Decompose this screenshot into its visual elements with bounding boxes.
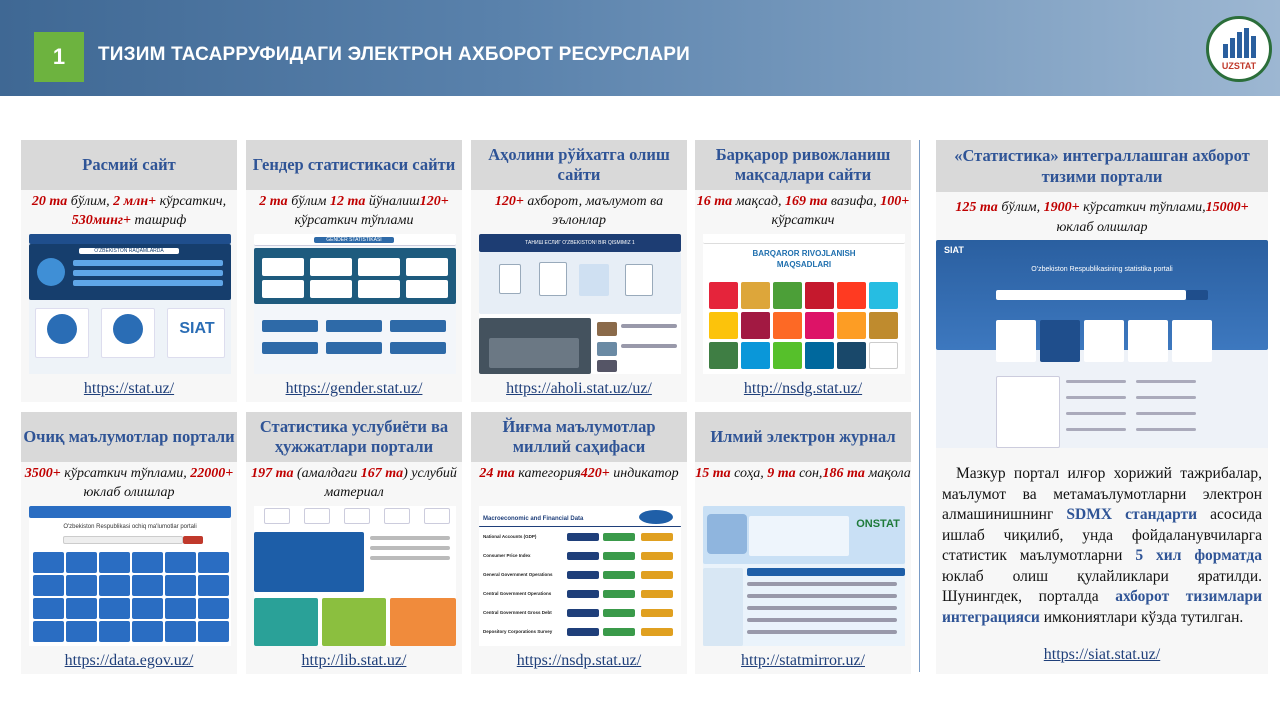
- site-screenshot[interactable]: [703, 506, 905, 646]
- dataset-tile: [33, 552, 64, 573]
- card-title: Барқарор ривожланиш мақсадлари сайти: [695, 140, 911, 190]
- sdg-tile: [773, 282, 802, 309]
- dataset-tile: [132, 575, 163, 596]
- data-row-label: National Accounts (GDP): [483, 534, 537, 539]
- site-link[interactable]: https://siat.stat.uz/: [1043, 646, 1161, 663]
- dataset-tile: [165, 552, 196, 573]
- dataset-tile: [165, 575, 196, 596]
- card-desc: 197 та (амалдаги 167 та) услубий материал: [251, 466, 457, 500]
- sdg-tile: [709, 312, 738, 339]
- dataset-tile: [99, 598, 130, 619]
- highlight-number: 15000+: [1205, 200, 1249, 215]
- highlight-number: 1900+: [1043, 200, 1080, 215]
- dataset-tile: [99, 552, 130, 573]
- card-title: «Статистика» интеграллашган ахборот тизими портали: [936, 140, 1268, 192]
- dataset-tile: [66, 598, 97, 619]
- dataset-tile: [198, 621, 229, 642]
- siat-description: Мазкур портал илғор хорижий тажрибалар, маълумот ва метамаълумотларни электрон алмашинишнинг SDMX стандарти асосида ишлаб чиқилиб, унда фойдаланувчиларга статистик маълумотларни 5 хил форматда юклаб олиш қулайликлари яратилди. Шунингдек, порталда ахборот тизимлари интеграцияси имкониятлари кўзда тутилган.: [942, 465, 1262, 626]
- highlight-number: 22000+: [190, 466, 234, 481]
- slide-header: [0, 0, 1280, 96]
- format-button[interactable]: [567, 590, 599, 598]
- screen-header: O'zbekiston Respublikasi ochiq ma'lumotlar portali: [63, 524, 197, 530]
- card-title: Статистика услубиёти ва ҳужжатлари портали: [246, 412, 462, 462]
- highlight-term: ахборот тизимлари интеграцияси: [942, 588, 1262, 626]
- format-button[interactable]: [641, 609, 673, 617]
- site-link[interactable]: http://statmirror.uz/: [741, 652, 865, 669]
- logo-text: UZSTAT: [1221, 60, 1257, 71]
- sdg-tile: [837, 312, 866, 339]
- card-census-site: [471, 140, 687, 402]
- site-link[interactable]: https://gender.stat.uz/: [285, 380, 423, 397]
- card-title: Аҳолини рўйхатга олиш сайти: [471, 140, 687, 190]
- sdg-tile: [773, 312, 802, 339]
- highlight-term: SDMX стандарти: [1066, 506, 1198, 523]
- highlight-number: 2 та: [259, 194, 288, 209]
- sdg-tile: [741, 342, 770, 369]
- site-link[interactable]: https://stat.uz/: [83, 380, 175, 397]
- card-title: Гендер статистикаси сайти: [246, 140, 462, 190]
- site-screenshot[interactable]: [254, 234, 456, 374]
- dataset-tile: [33, 598, 64, 619]
- format-button[interactable]: [641, 590, 673, 598]
- data-row-label: Central Government Gross Debt: [483, 610, 552, 615]
- format-button[interactable]: [567, 552, 599, 560]
- highlight-number: 167 та: [360, 466, 404, 481]
- format-button[interactable]: [567, 533, 599, 541]
- format-button[interactable]: [603, 628, 635, 636]
- sdg-tile: [837, 282, 866, 309]
- card-siat-portal: [936, 140, 1268, 674]
- highlight-number: 100+: [880, 194, 910, 209]
- format-button[interactable]: [641, 533, 673, 541]
- format-button[interactable]: [567, 609, 599, 617]
- highlight-term: 5 хил форматда: [1135, 547, 1262, 564]
- highlight-number: 120+: [419, 194, 449, 209]
- dataset-tile: [132, 598, 163, 619]
- site-link[interactable]: https://nsdp.stat.uz/: [516, 652, 642, 669]
- screen-banner: GENDER STATISTIKASI: [314, 237, 394, 243]
- siat-screenshot[interactable]: [936, 240, 1268, 448]
- highlight-number: 15 та: [695, 466, 731, 481]
- journal-logo: ONSTAT: [856, 518, 900, 530]
- highlight-number: 420+: [580, 466, 610, 481]
- highlight-number: 197 та: [251, 466, 294, 481]
- column-divider: [919, 140, 920, 672]
- screen-header: Macroeconomic and Financial Data: [483, 516, 584, 522]
- highlight-number: 2 млн+: [113, 194, 157, 209]
- sdg-tile: [805, 312, 834, 339]
- card-desc: 3500+ кўрсаткич тўплами, 22000+ юклаб олишлар: [24, 466, 234, 500]
- data-row-label: Central Government Operations: [483, 591, 552, 596]
- slide-title: ТИЗИМ ТАСАРРУФИДАГИ ЭЛЕКТРОН АХБОРОТ РЕСУРСЛАРИ: [98, 44, 691, 65]
- dataset-tile: [99, 575, 130, 596]
- card-methodology-portal: [246, 412, 462, 674]
- card-desc: 2 та бўлим 12 та йўналиш120+ кўрсаткич тўплами: [259, 194, 449, 228]
- format-button[interactable]: [603, 571, 635, 579]
- highlight-number: 16 та: [696, 194, 733, 209]
- format-button[interactable]: [567, 571, 599, 579]
- format-button[interactable]: [603, 609, 635, 617]
- format-button[interactable]: [603, 552, 635, 560]
- card-nsdp-page: [471, 412, 687, 674]
- card-desc: 125 та бўлим, 1900+ кўрсаткич тўплами,15000+ юклаб олишлар: [955, 200, 1249, 235]
- dataset-tile: [165, 598, 196, 619]
- screen-header: BARQAROR RIVOJLANISH MAQSADLARI: [752, 249, 856, 269]
- sdg-tile: [805, 342, 834, 369]
- format-button[interactable]: [567, 628, 599, 636]
- dataset-tile: [66, 575, 97, 596]
- highlight-number: 169 та: [785, 194, 828, 209]
- site-link[interactable]: http://nsdg.stat.uz/: [743, 380, 863, 397]
- sdg-tile: [869, 282, 898, 309]
- dataset-tile: [132, 621, 163, 642]
- dataset-tile: [198, 575, 229, 596]
- sdg-tile: [709, 282, 738, 309]
- format-button[interactable]: [603, 533, 635, 541]
- dataset-tile: [132, 552, 163, 573]
- site-link[interactable]: https://aholi.stat.uz/uz/: [506, 380, 652, 397]
- dataset-tile: [33, 621, 64, 642]
- sdg-tile: [869, 342, 898, 369]
- dataset-tile: [66, 621, 97, 642]
- siat-mini-logo: SIAT: [944, 245, 964, 255]
- sdg-tile: [773, 342, 802, 369]
- dataset-tile: [198, 552, 229, 573]
- dataset-tile: [66, 552, 97, 573]
- sdg-tile: [709, 342, 738, 369]
- siat-mini-logo: SIAT: [179, 320, 215, 337]
- dataset-tile: [165, 621, 196, 642]
- dataset-tile: [99, 621, 130, 642]
- section-number: 1: [34, 32, 84, 82]
- data-row-label: Depository Corporations Survey: [483, 629, 553, 634]
- format-button[interactable]: [641, 571, 673, 579]
- site-link[interactable]: http://lib.stat.uz/: [301, 652, 407, 669]
- card-title: Йиғма маълумотлар миллий саҳифаси: [471, 412, 687, 462]
- site-screenshot[interactable]: [29, 234, 231, 374]
- data-row-label: General Government Operations: [483, 572, 553, 577]
- sdg-tile: [805, 282, 834, 309]
- sdg-tile: [837, 342, 866, 369]
- card-sdg-site: [695, 140, 911, 402]
- highlight-number: 186 та: [822, 466, 865, 481]
- site-screenshot[interactable]: [479, 234, 681, 374]
- site-screenshot[interactable]: [703, 234, 905, 374]
- sdg-tile: [741, 312, 770, 339]
- screen-header: O'zbekiston Respublikasining statistika portali: [1031, 266, 1173, 273]
- sdg-tile: [869, 312, 898, 339]
- highlight-number: 12 та: [329, 194, 366, 209]
- site-screenshot[interactable]: [479, 506, 681, 646]
- card-desc: 15 та соҳа, 9 та сон,186 та мақола: [695, 466, 911, 481]
- highlight-number: 530минг+: [71, 213, 131, 228]
- card-open-data: [21, 412, 237, 674]
- sdg-tile: [741, 282, 770, 309]
- highlight-number: 125 та: [955, 200, 998, 215]
- screen-banner: ТАНИШ ЕСЛИГ О'ZBEKISTON! BIR QISMIMIZ 1: [479, 234, 681, 252]
- card-official-site: [21, 140, 237, 402]
- card-desc: 20 та бўлим, 2 млн+ кўрсаткич, 530минг+ ташриф: [31, 194, 227, 228]
- dataset-tile: [198, 598, 229, 619]
- logo-bars-icon: [1223, 28, 1256, 58]
- data-row-label: Consumer Price Index: [483, 553, 531, 558]
- highlight-number: 24 та: [479, 466, 515, 481]
- card-title: Расмий сайт: [21, 140, 237, 190]
- highlight-number: 20 та: [31, 194, 68, 209]
- card-desc: 24 та категория420+ индикатор: [479, 466, 679, 481]
- format-button[interactable]: [603, 590, 635, 598]
- format-button[interactable]: [641, 628, 673, 636]
- card-desc: 16 та мақсад, 169 та вазифа, 100+ кўрсаткич: [696, 194, 910, 228]
- card-title: Илмий электрон журнал: [695, 412, 911, 462]
- card-desc: 120+ ахборот, маълумот ва эълонлар: [494, 194, 664, 228]
- highlight-number: 9 та: [767, 466, 796, 481]
- highlight-number: 120+: [494, 194, 524, 209]
- dataset-tile: [33, 575, 64, 596]
- card-gender-site: [246, 140, 462, 402]
- card-title: Очиқ маълумотлар портали: [21, 412, 237, 462]
- screen-header: O'ZBEKISTON RAQAMLARDA: [79, 248, 179, 254]
- highlight-number: 3500+: [24, 466, 61, 481]
- site-screenshot[interactable]: [254, 506, 456, 646]
- card-science-journal: [695, 412, 911, 674]
- uzstat-logo: [1206, 16, 1272, 82]
- site-link[interactable]: https://data.egov.uz/: [64, 652, 194, 669]
- format-button[interactable]: [641, 552, 673, 560]
- site-screenshot[interactable]: [29, 506, 231, 646]
